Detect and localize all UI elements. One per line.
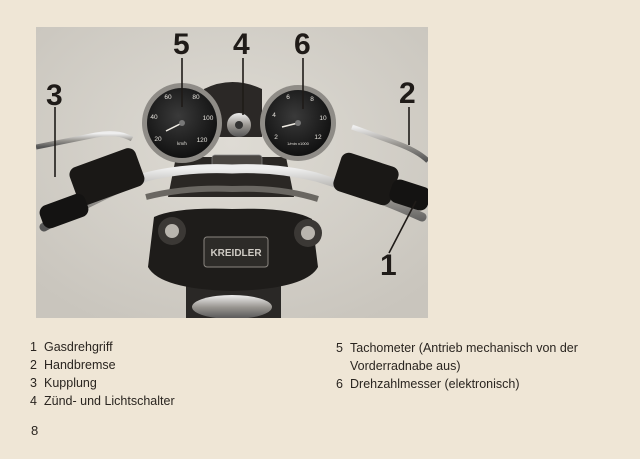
legend-item-text: Handbremse	[44, 358, 116, 372]
legend-item	[30, 356, 175, 374]
speedo-tick-20: 20	[154, 136, 162, 143]
tacho-tick-4: 4	[272, 112, 276, 119]
legend-item-text: Drehzahlmesser (elektronisch)	[350, 377, 520, 391]
tacho-tick-12: 12	[314, 134, 322, 141]
legend-item	[336, 339, 626, 375]
legend-item	[30, 392, 175, 410]
legend-item-number: 2	[30, 358, 37, 372]
tacho-unit: 1/min x1000	[287, 141, 309, 146]
page-number: 8	[31, 423, 39, 438]
speedo-tick-40: 40	[150, 114, 158, 121]
legend-item-number: 4	[30, 394, 37, 408]
legend-item-text: Gasdrehgriff	[44, 340, 113, 354]
speedo-tick-60: 60	[164, 94, 172, 101]
legend-item-text: Kupplung	[44, 376, 97, 390]
legend-item-number: 3	[30, 376, 37, 390]
callout-6: 6	[294, 28, 311, 61]
legend-item-number: 6	[336, 377, 343, 391]
tacho-tick-2: 2	[274, 134, 278, 141]
tacho-tick-8: 8	[310, 96, 314, 103]
headlight-badge-text: KREIDLER	[210, 248, 262, 259]
legend-item-number: 1	[30, 340, 37, 354]
callout-3: 3	[46, 79, 63, 112]
legend-item	[336, 375, 626, 393]
legend-item	[30, 338, 175, 356]
legend-left	[30, 338, 175, 410]
callout-1: 1	[380, 249, 397, 282]
callout-2: 2	[399, 77, 416, 110]
legend-item-text: Tachometer (Antrieb mechanisch von der Vorderradnabe aus)	[350, 341, 578, 373]
callout-5: 5	[173, 28, 190, 61]
tacho-tick-10: 10	[319, 115, 327, 122]
legend-item-number: 5	[336, 341, 343, 355]
speedo-unit: km/h	[177, 141, 187, 146]
speedo-tick-100: 100	[202, 115, 214, 122]
speedo-tick-120: 120	[196, 137, 208, 144]
legend-right	[336, 339, 626, 393]
callout-4: 4	[233, 28, 250, 61]
legend-item-text: Zünd- und Lichtschalter	[44, 394, 175, 408]
speedo-tick-80: 80	[192, 94, 200, 101]
tacho-tick-6: 6	[286, 94, 290, 101]
legend-item	[30, 374, 175, 392]
handlebar-photo	[36, 27, 428, 318]
handlebar-illustration	[36, 27, 428, 318]
